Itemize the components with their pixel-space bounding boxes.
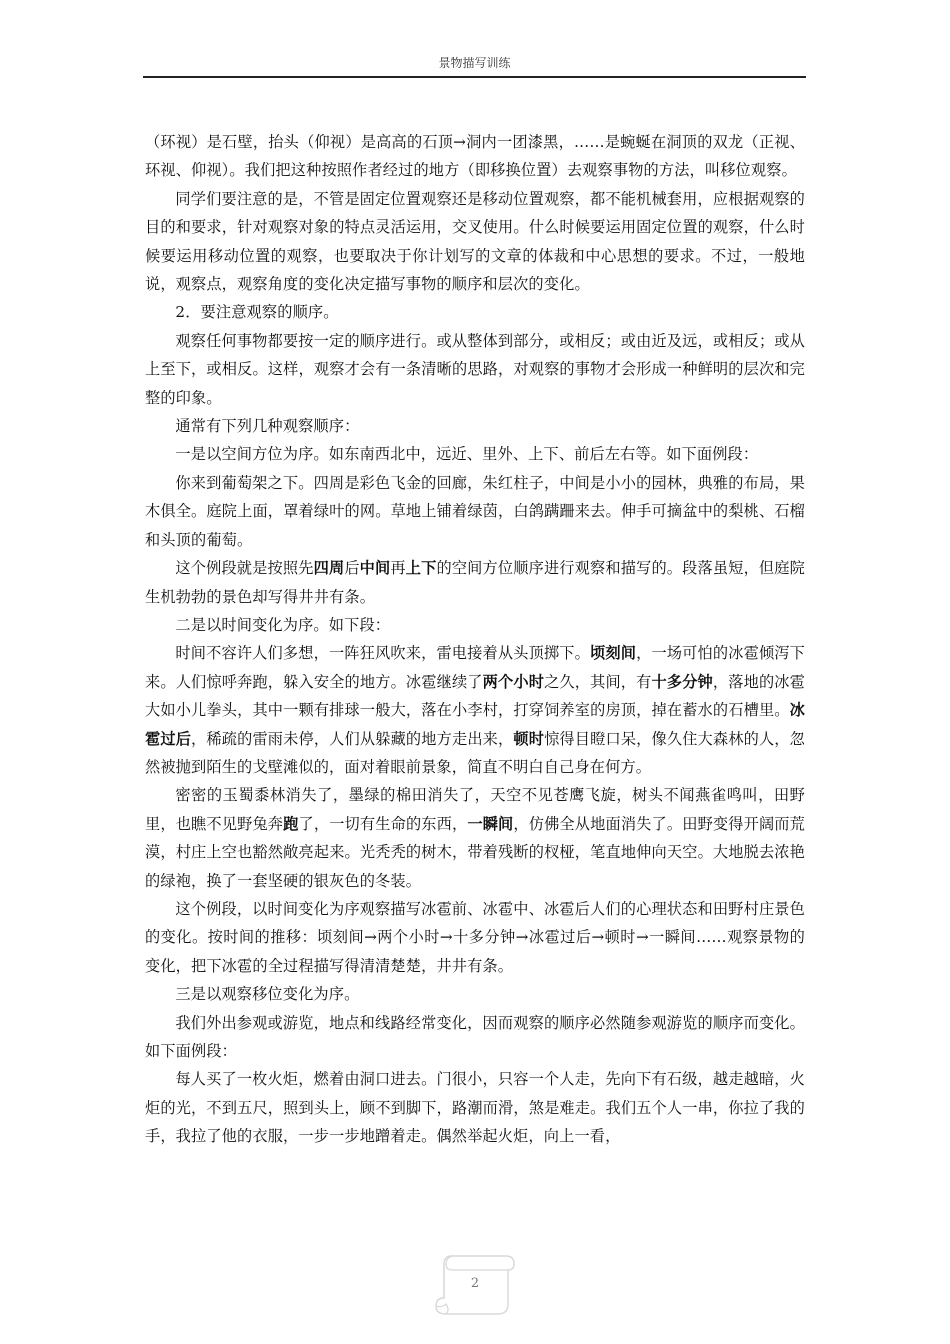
bold-keyword: 一瞬间 [467,814,514,833]
text-run: 了，一切有生命的东西， [298,814,468,833]
text-run: 后 [344,559,360,578]
text-run: ，稀疏的雷雨未停，人们从躲藏的地方走出来， [191,729,514,748]
bold-keyword: 顿时 [513,729,545,748]
page-header [143,56,806,78]
header-title: 景物描写训练 [438,56,511,70]
text-run: 密密的玉蜀黍林消失了，墨绿的棉田消失了，天空不见苍鹰飞旋，树头不闻燕雀鸣叫，田野里，也瞧不见野兔奔 [145,786,805,833]
section-heading: 2．要注意观察的顺序。 [175,303,339,322]
paragraph: 同学们要注意的是，不管是固定位置观察还是移动位置观察，都不能机械套用，应根据观察的目的和要求，针对观察对象的特点灵活运用，交叉使用。什么时候要运用固定位置的观察，什么时候要运用移动位置的观察，也要取决于你计划写的文章的体裁和中心思想的要求。不过，一般地说，观察点，观察角度的变化决定描写事物的顺序和层次的变化。 [145,189,805,294]
paragraph [145,554,805,611]
text-run: 再 [390,559,406,578]
paragraph: 这个例段，以时间变化为序观察描写冰雹前、冰雹中、冰雹后人们的心理状态和田野村庄景色的变化。按时间的推移：顷刻间→两个小时→十多分钟→冰雹过后→顿时→一瞬间……观察景物的变化，把下冰雹的全过程描写得清清楚楚，井井有条。 [145,899,805,975]
text-run: ，仿佛全从地面消失了。田野变得开阔而荒漠，村庄上空也豁然敞亮起来。光秃秃的树木，带着残断的杈桠，笔直地伸向天空。大地脱去浓艳的绿袍，换了一套坚硬的银灰色的冬装。 [145,814,805,890]
example-paragraph: 你来到葡萄架之下。四周是彩色飞金的回廊，朱红柱子，中间是小小的园林，典雅的布局，果木俱全。庭院上面，罩着绿叶的网。草地上铺着绿茵，白鸽蹒跚来去。伸手可摘盆中的梨桃、石榴和头顶的葡萄。 [145,473,805,549]
paragraph: 一是以空间方位为序。如东南西北中，远近、里外、上下、前后左右等。如下面例段： [175,445,759,464]
paragraph: 通常有下列几种观察顺序： [175,417,360,436]
paragraph: 三是以观察移位变化为序。 [175,985,360,1004]
paragraph: （环视）是石壁，抬头（仰视）是高高的石顶→洞内一团漆黑，……是蜿蜒在洞顶的双龙（正视、环视、仰视）。我们把这种按照作者经过的地方（即移换位置）去观察事物的方法，叫移位观察。 [145,133,805,180]
paragraph: 二是以时间变化为序。如下段： [175,615,391,634]
text-run: 时间不容许人们多想，一阵狂风吹来，雷电接着从头顶掷下。 [175,644,591,663]
text-run: 这个例段就是按照先 [175,559,314,578]
page-number: 2 [470,1276,480,1291]
text-run: 的空间方位顺序进行观察和描写的。段落虽短，但庭院生机勃勃的景色却写得井井有条。 [145,559,805,606]
bold-keyword: 十多分钟 [651,672,713,691]
example-paragraph [145,639,805,781]
bold-keyword: 顷刻间 [590,644,637,663]
document-body [145,128,805,1151]
bold-keyword: 中间 [359,559,391,578]
bold-keyword: 上下 [405,559,437,578]
bold-keyword: 四周 [313,559,345,578]
bold-keyword: 跑 [283,814,299,833]
bold-keyword: 两个小时 [482,672,545,691]
example-paragraph: 每人买了一枚火炬，燃着由洞口进去。门很小，只容一个人走，先向下有石级，越走越暗，火炬的光，不到五尺，照到头上，顾不到脚下，路潮而滑，煞是难走。我们五个人一串，你拉了我的手，我拉了他的衣服，一步一步地蹭着走。偶然举起火炬，向上一看， [145,1070,805,1146]
paragraph: 观察任何事物都要按一定的顺序进行。或从整体到部分，或相反；或由近及远，或相反；或从上至下，或相反。这样，观察才会有一条清晰的思路，对观察的事物才会形成一种鲜明的层次和完整的印象。 [145,331,805,407]
text-run: ，一场可怕的冰雹倾泻下来。人们惊呼奔跑，躲入安全的地方。冰雹继续了 [145,644,805,691]
text-run: 惊得目瞪口呆，像久住大森林的人，忽然被抛到陌生的戈壁滩似的，面对着眼前景象，简直不明白自己身在何方。 [145,729,805,776]
bold-keyword: 冰雹过后 [145,701,805,748]
example-paragraph [145,781,805,895]
text-run: ，落地的冰雹大如小儿拳头，其中一颗有排球一般大，落在小李村，打穿饲养室的房顶，掉在蓄水的石槽里。 [145,672,805,720]
text-run: 之久，其间，有 [544,672,652,691]
paragraph: 我们外出参观或游览，地点和线路经常变化，因而观察的顺序必然随参观游览的顺序而变化。如下面例段： [145,1013,805,1060]
